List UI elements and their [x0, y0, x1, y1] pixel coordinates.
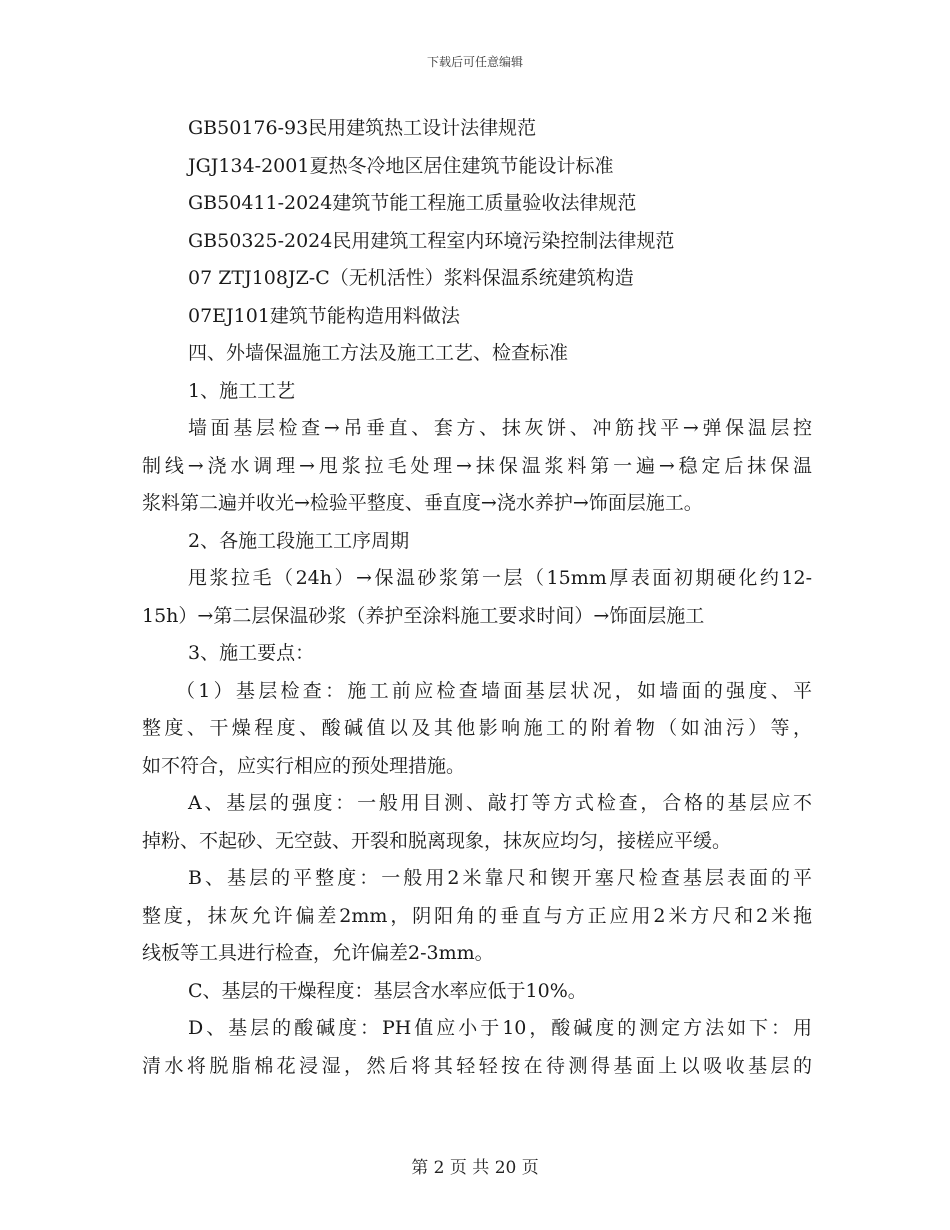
text-line: 清水将脱脂棉花浸湿，然后将其轻轻按在待测得基面上以吸收基层的 — [142, 1054, 812, 1077]
text-line: 墙面基层检查→吊垂直、套方、抹灰饼、冲筋找平→弹保温层控 — [188, 417, 812, 439]
document-body — [142, 110, 812, 1085]
text-line: GB50411-2024建筑节能工程施工质量验收法律规范 — [188, 192, 637, 214]
text-line: 15h）→第二层保温砂浆（养护至涂料施工要求时间）→饰面层施工 — [142, 604, 705, 627]
text-line: C、基层的干燥程度：基层含水率应低于10%。 — [188, 979, 587, 1002]
text-line: JGJ134-2001夏热冬冷地区居住建筑节能设计标准 — [188, 154, 614, 177]
page-footer: 第 2 页 共 20 页 — [411, 1158, 539, 1178]
text-line: GB50325-2024民用建筑工程室内环境污染控制法律规范 — [188, 229, 675, 252]
subsection-heading: 3、施工要点： — [188, 642, 315, 664]
subsection-heading: 1、施工工艺 — [188, 379, 296, 402]
text-line: 07 ZTJ108JZ-C（无机活性）浆料保温系统建筑构造 — [188, 267, 634, 289]
text-line: 线板等工具进行检查，允许偏差2-3mm。 — [142, 942, 494, 964]
text-line: 如不符合，应实行相应的预处理措施。 — [142, 754, 466, 777]
text-line: 整度、干燥程度、酸碱值以及其他影响施工的附着物（如油污）等， — [142, 717, 812, 739]
text-line: 浆料第二遍并收光→检验平整度、垂直度→浇水养护→饰面层施工。 — [142, 492, 703, 514]
text-line: A、基层的强度：一般用目测、敲打等方式检查，合格的基层应不 — [188, 792, 812, 814]
text-line: （1）基层检查：施工前应检查墙面基层状况，如墙面的强度、平 — [176, 679, 812, 702]
text-line: B、基层的平整度：一般用2米靠尺和锲开塞尺检查基层表面的平 — [188, 867, 812, 889]
text-line: 掉粉、不起砂、无空鼓、开裂和脱离现象，抹灰应均匀，接槎应平缓。 — [142, 829, 732, 852]
text-line: 07EJ101建筑节能构造用料做法 — [188, 304, 460, 327]
text-line: GB50176-93民用建筑热工设计法律规范 — [188, 117, 537, 139]
subsection-heading: 2、各施工段施工工序周期 — [188, 529, 410, 552]
text-line: 整度，抹灰允许偏差2mm，阴阳角的垂直与方正应用2米方尺和2米拖 — [142, 904, 812, 927]
section-heading: 四、外墙保温施工方法及施工工艺、检查标准 — [188, 342, 569, 364]
page-header: 下载后可任意编辑 — [426, 55, 523, 69]
text-line: 甩浆拉毛（24h）→保温砂浆第一层（15mm厚表面初期硬化约12- — [188, 567, 812, 589]
text-line: D、基层的酸碱度：PH值应小于10，酸碱度的测定方法如下：用 — [188, 1017, 812, 1039]
text-line: 制线→浇水调理→甩浆拉毛处理→抹保温浆料第一遍→稳定后抹保温 — [142, 454, 812, 477]
